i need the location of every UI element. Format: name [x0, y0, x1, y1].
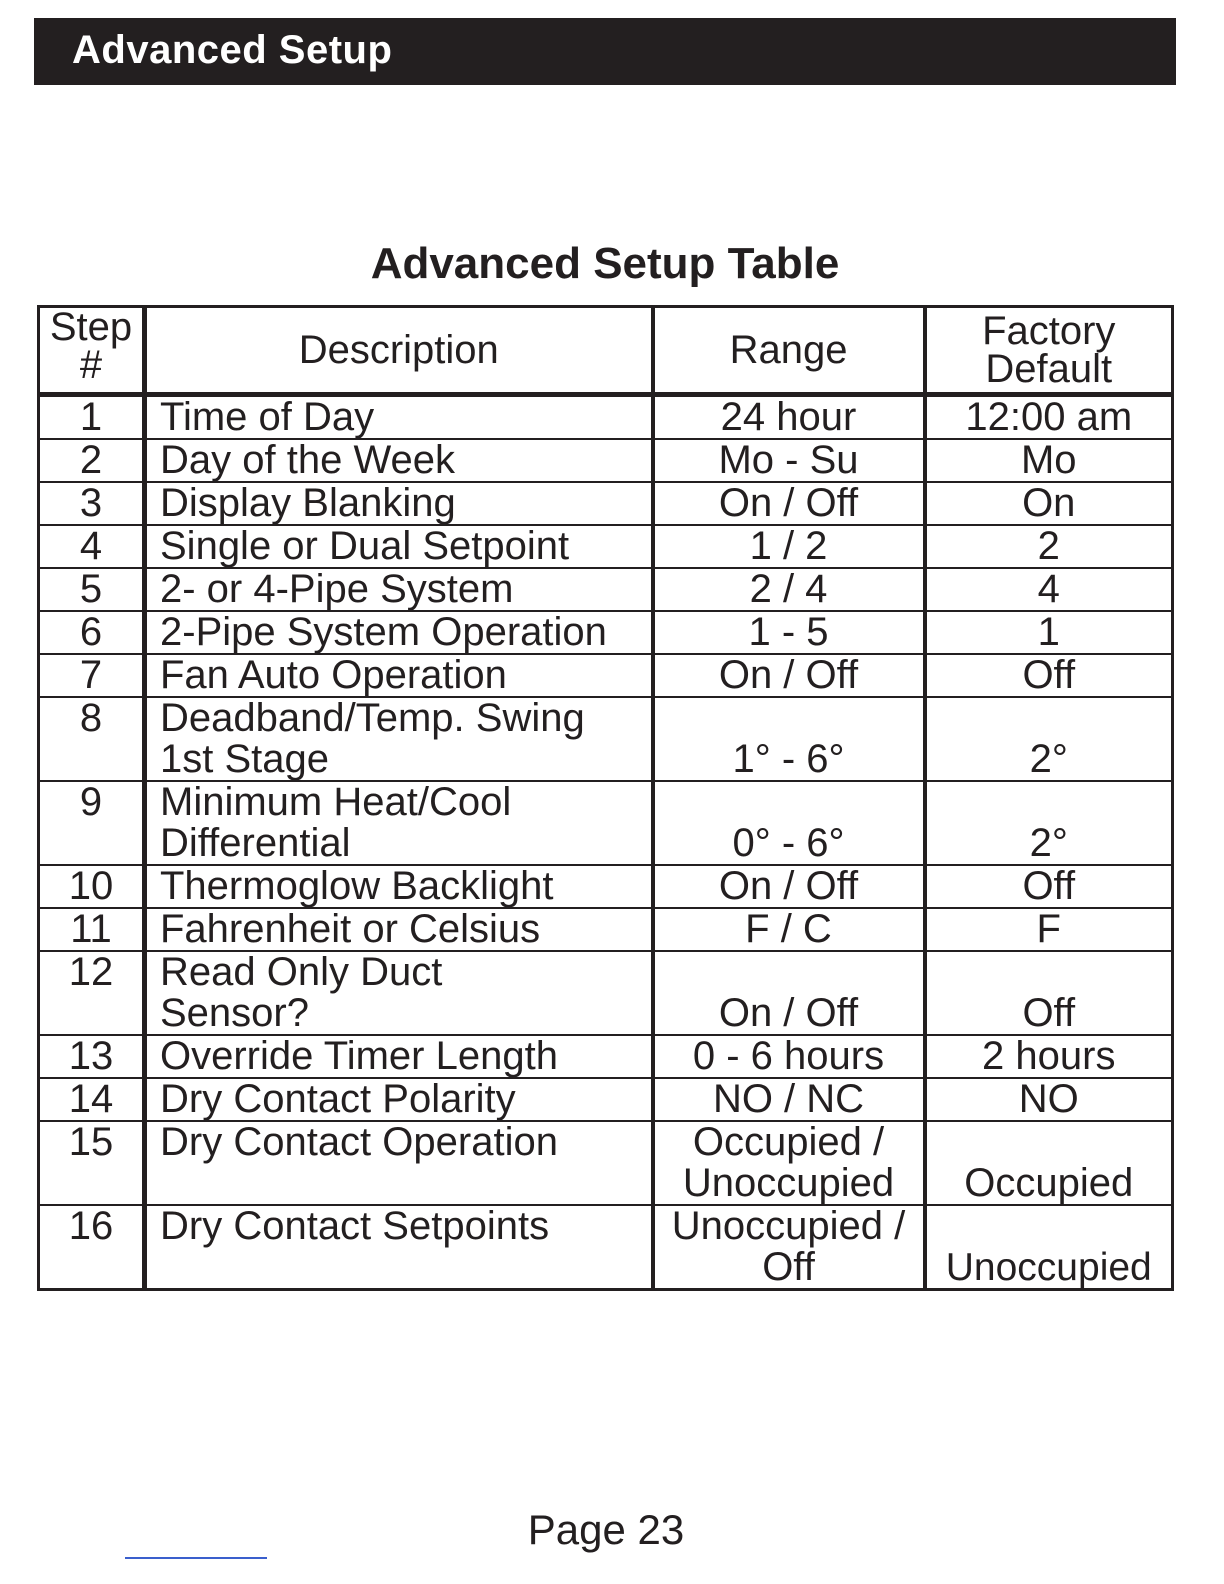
description-cell [145, 908, 653, 951]
range-cell [653, 697, 925, 781]
default-line: 1 [1037, 611, 1060, 654]
description-line: 2- or 4-Pipe System [160, 568, 514, 611]
description-cell [145, 951, 653, 1035]
step-number-cell: 14 [39, 1078, 145, 1121]
range-cell [653, 865, 925, 908]
range-line: On / Off [718, 654, 859, 697]
factory-default-cell [925, 781, 1173, 865]
step-number-cell: 4 [39, 525, 145, 568]
step-number-cell: 12 [39, 951, 145, 1035]
range-cell [653, 568, 925, 611]
range-cell [653, 1035, 925, 1078]
range-cell [653, 1078, 925, 1121]
range-line: NO / NC [712, 1078, 865, 1121]
step-number-cell: 5 [39, 568, 145, 611]
column-header-factory-default: Factory Default [925, 307, 1173, 395]
default-line: 2 hours [982, 1035, 1116, 1078]
table-header-row [39, 307, 1173, 395]
table-row [39, 1078, 1173, 1121]
table-row [39, 697, 1173, 781]
factory-default-cell [925, 1078, 1173, 1121]
table-title: Advanced Setup Table [370, 239, 840, 288]
range-line: On / Off [718, 991, 859, 1035]
step-number-cell: 15 [39, 1121, 145, 1205]
table-row [39, 654, 1173, 697]
column-header-range: Range [653, 307, 925, 395]
step-number-cell: 3 [39, 482, 145, 525]
factory-default-cell [925, 951, 1173, 1035]
column-header-step: Step # [39, 307, 145, 395]
range-line: F / C [745, 908, 832, 951]
table-row [39, 439, 1173, 482]
range-cell [653, 908, 925, 951]
factory-default-cell [925, 654, 1173, 697]
factory-default-cell [925, 1121, 1173, 1205]
range-line: 1° - 6° [732, 737, 845, 781]
range-cell [653, 482, 925, 525]
factory-default-cell [925, 908, 1173, 951]
range-cell [653, 654, 925, 697]
step-number-cell: 16 [39, 1205, 145, 1290]
default-line: Unoccupied [945, 1246, 1152, 1289]
description-cell [145, 525, 653, 568]
step-number-cell: 1 [39, 395, 145, 440]
range-line: 1 - 5 [748, 611, 829, 654]
table-row [39, 568, 1173, 611]
factory-default-cell [925, 395, 1173, 440]
description-line: Display Blanking [160, 482, 456, 525]
section-header [34, 18, 1176, 85]
link-underline [125, 1557, 267, 1559]
factory-default-cell [925, 697, 1173, 781]
default-line: 2° [1029, 821, 1068, 865]
factory-default-cell [925, 482, 1173, 525]
description-line: 1st Stage [160, 737, 330, 781]
range-line: 24 hour [720, 395, 857, 439]
default-line: F [1036, 908, 1061, 951]
table-row [39, 482, 1173, 525]
description-line: Differential [160, 821, 351, 865]
default-line: Off [1022, 865, 1076, 908]
table-row [39, 908, 1173, 951]
range-line: On / Off [718, 865, 859, 908]
factory-default-cell [925, 525, 1173, 568]
description-cell [145, 697, 653, 781]
description-cell [145, 1121, 653, 1205]
section-title: Advanced Setup [72, 28, 393, 72]
step-number-cell: 8 [39, 697, 145, 781]
description-cell [145, 865, 653, 908]
description-line: Day of the Week [160, 439, 455, 482]
factory-default-cell [925, 568, 1173, 611]
range-cell [653, 951, 925, 1035]
range-line: On / Off [718, 482, 859, 525]
description-line: Dry Contact Operation [160, 1121, 558, 1164]
range-cell [653, 525, 925, 568]
description-cell [145, 611, 653, 654]
factory-default-cell [925, 1205, 1173, 1290]
range-line: Off [762, 1245, 815, 1289]
step-number-cell: 9 [39, 781, 145, 865]
description-line: Dry Contact Setpoints [160, 1205, 550, 1248]
default-line: Mo [1020, 439, 1077, 482]
range-line: Unoccupied [682, 1161, 895, 1205]
step-number-cell: 6 [39, 611, 145, 654]
description-line: Thermoglow Backlight [160, 865, 554, 908]
advanced-setup-table [37, 305, 1174, 1291]
default-line: 4 [1037, 568, 1060, 611]
table-row [39, 1035, 1173, 1078]
range-line: 2 / 4 [749, 568, 828, 611]
range-cell [653, 1121, 925, 1205]
default-line: NO [1018, 1078, 1079, 1121]
range-cell [653, 395, 925, 440]
range-line: Unoccupied / [671, 1205, 906, 1248]
default-line: 2 [1037, 525, 1060, 568]
step-number-cell: 2 [39, 439, 145, 482]
factory-default-cell [925, 865, 1173, 908]
description-line: Override Timer Length [160, 1035, 558, 1078]
description-cell [145, 1205, 653, 1290]
range-cell [653, 611, 925, 654]
step-number-cell: 13 [39, 1035, 145, 1078]
description-cell [145, 395, 653, 440]
step-number-cell: 7 [39, 654, 145, 697]
range-cell [653, 439, 925, 482]
table-row [39, 1121, 1173, 1205]
range-line: 0° - 6° [732, 821, 845, 865]
range-cell [653, 1205, 925, 1290]
page-number: Page 23 [527, 1506, 685, 1553]
table-row [39, 865, 1173, 908]
description-line: Minimum Heat/Cool [160, 781, 512, 824]
table-row [39, 611, 1173, 654]
factory-default-cell [925, 439, 1173, 482]
description-cell [145, 1078, 653, 1121]
factory-default-cell [925, 1035, 1173, 1078]
description-line: Fan Auto Operation [160, 654, 507, 697]
description-line: Dry Contact Polarity [160, 1078, 516, 1121]
table-row [39, 395, 1173, 440]
range-line: 1 / 2 [749, 525, 828, 568]
step-number-cell: 11 [39, 908, 145, 951]
step-number-cell: 10 [39, 865, 145, 908]
column-header-description: Description [145, 307, 653, 395]
default-line: 2° [1029, 737, 1068, 781]
range-cell [653, 781, 925, 865]
default-line: Off [1022, 991, 1076, 1035]
default-line: Off [1022, 654, 1076, 697]
default-line: On [1022, 482, 1076, 525]
description-cell [145, 482, 653, 525]
description-cell [145, 781, 653, 865]
description-line: Deadband/Temp. Swing [160, 697, 585, 740]
range-line: Occupied / [692, 1121, 885, 1164]
description-line: Fahrenheit or Celsius [160, 908, 541, 951]
description-line: Time of Day [160, 395, 375, 439]
range-line: 0 - 6 hours [692, 1035, 885, 1078]
table-row [39, 525, 1173, 568]
description-line: Read Only Duct [160, 951, 443, 994]
description-cell [145, 654, 653, 697]
table-row [39, 951, 1173, 1035]
description-line: 2-Pipe System Operation [160, 611, 607, 654]
table-body [39, 395, 1173, 1290]
description-cell [145, 568, 653, 611]
default-line: 12:00 am [965, 395, 1133, 439]
description-line: Sensor? [160, 991, 309, 1035]
description-cell [145, 439, 653, 482]
range-line: Mo - Su [718, 439, 859, 482]
description-cell [145, 1035, 653, 1078]
description-line: Single or Dual Setpoint [160, 525, 570, 568]
table-row [39, 781, 1173, 865]
factory-default-cell [925, 611, 1173, 654]
default-line: Occupied [964, 1161, 1134, 1205]
table-row [39, 1205, 1173, 1290]
